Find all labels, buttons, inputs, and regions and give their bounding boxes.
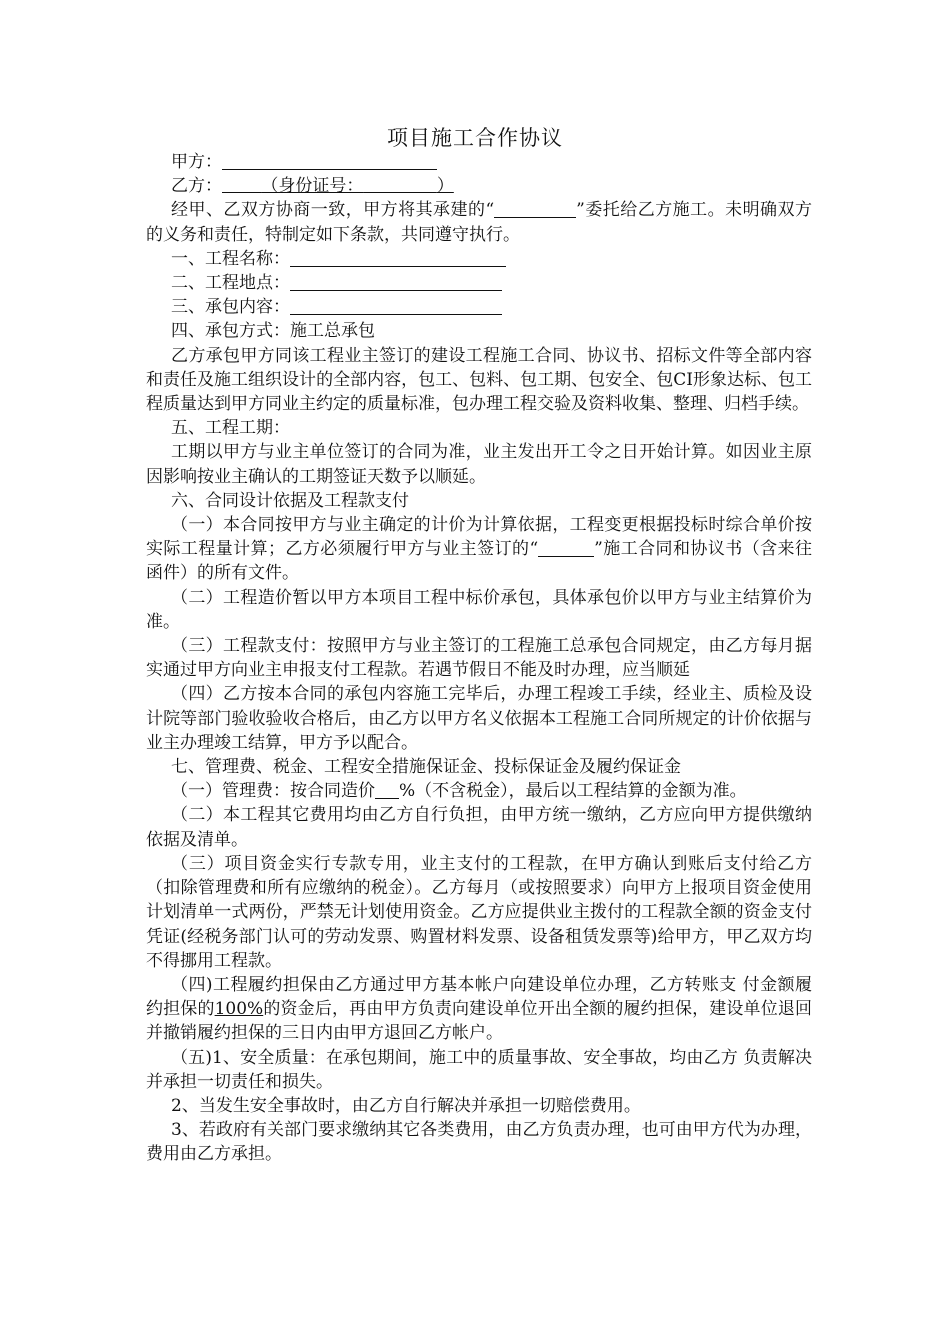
intro-text-2: ”委托给乙方施工。未明确双方的义务和责任，特制定如下条款，共同遵守执行。	[146, 200, 812, 245]
fee-percent-blank	[375, 781, 399, 799]
section7-3: （三）项目资金实行专款专用，业主支付的工程款，在甲方确认到账后支付给乙方（扣除管理费和所有应缴纳的税金）。乙方每月（或按照要求）向甲方上报项目资金使用计划清单一式两份，严禁无计划使用资金。乙方应提供业主拨付的工程款全额的资金支付凭证(经税务部门认可的劳动发票、购置材料发票、设备租赁发票等)给甲方，甲乙双方均不得挪用工程款。	[146, 853, 812, 971]
item7-line: 七、管理费、税金、工程安全措施保证金、投标保证金及履约保证金	[171, 757, 681, 778]
intro-text-1: 经甲、乙双方协商一致，甲方将其承建的“	[171, 200, 495, 221]
item4-line: 四、承包方式：施工总承包	[171, 321, 375, 342]
party-b-line	[146, 174, 812, 198]
item3-label: 三、承包内容：	[171, 297, 290, 318]
section7-1-text-a: （一）管理费：按合同造价	[171, 781, 375, 802]
item5-line: 五、工程工期：	[171, 418, 290, 439]
item6-line: 六、合同设计依据及工程款支付	[171, 490, 409, 511]
party-a-line	[146, 150, 812, 174]
section7-4-text-b: 的资金后，再由甲方负责向建设单位开出全额的履约担保，建设单位退回并撤销履约担保的三日内由甲方退回乙方帐户。	[146, 999, 813, 1044]
section7-2: （二）本工程其它费用均由乙方自行负担，由甲方统一缴纳，乙方应向甲方提供缴纳依据及清单。	[146, 805, 812, 850]
period-paragraph: 工期以甲方与业主单位签订的合同为准，业主发出开工令之日开始计算。如因业主原因影响按业主确认的工期签证天数予以顺延。	[146, 442, 812, 487]
item2-line	[146, 271, 812, 295]
item3-blank	[290, 297, 502, 315]
party-b-label: 乙方：	[171, 176, 222, 197]
party-b-id-label: （身份证号：	[261, 176, 364, 197]
document-body	[146, 150, 812, 1167]
item3-line	[146, 295, 812, 319]
section7-4-text-a: （四)工程履约担保由乙方通过甲方基本帐户向建设单位办理，乙方转账支 付金额履约担保的	[146, 974, 812, 1020]
item1-line	[146, 247, 812, 271]
item2-blank	[290, 273, 502, 291]
section7-1-text-b: %（不含税金），最后以工程结算的金额为准。	[399, 781, 747, 802]
item2-label: 二、工程地点：	[171, 273, 290, 294]
section6-1	[146, 513, 812, 586]
item1-blank	[290, 249, 506, 267]
party-a-blank	[222, 152, 437, 170]
section7-5-2: 2、当发生安全事故时，由乙方自行解决并承担一切赔偿费用。	[171, 1095, 641, 1116]
contract-name-blank	[538, 539, 594, 557]
project-name-blank	[494, 200, 576, 218]
party-b-id-underlined	[222, 176, 454, 196]
section7-4	[146, 973, 812, 1046]
party-b-id-close: ）	[436, 176, 454, 197]
document-title: 项目施工合作协议	[387, 126, 563, 150]
item1-label: 一、工程名称：	[171, 248, 290, 269]
section6-4: （四）乙方按本合同的承包内容施工完毕后，办理工程竣工手续，经业主、质检及设计院等部门验收验收合格后，由乙方以甲方名义依据本工程施工合同所规定的计价依据与业主办理竣工结算，甲方予以配合。	[146, 684, 812, 753]
party-a-label: 甲方：	[171, 152, 222, 172]
section6-3: （三）工程款支付：按照甲方与业主签订的工程施工总承包合同规定，由乙方每月据实通过甲方向业主申报支付工程款。若遇节假日不能及时办理，应当顺延	[146, 636, 812, 681]
section7-1	[146, 779, 812, 803]
section7-5-3: 3、若政府有关部门要求缴纳其它各类费用，由乙方负责办理，也可由甲方代为办理，费用由乙方承担。	[146, 1120, 812, 1165]
section6-2: （二）工程造价暂以甲方本项目工程中标价承包，具体承包价以甲方与业主结算价为准。	[146, 587, 812, 632]
intro-paragraph	[146, 198, 812, 246]
contract-paragraph: 乙方承包甲方同该工程业主签订的建设工程施工合同、协议书、招标文件等全部内容和责任及施工组织设计的全部内容，包工、包料、包工期、包安全、包CI形象达标、包工程质量达到甲方同业主约定的质量标准，包办理工程交验及资料收集、整理、归档手续。	[146, 345, 812, 415]
section6-1-text-a: （一）本合同按甲方与业主确定的计价为计算依据，工程变更根据投标时综合单价按实际工程量计算；乙方必须履行甲方与业主签订的“	[146, 515, 812, 560]
section7-5: （五)1、安全质量：在承包期间，施工中的质量事故、安全事故，均由乙方 负责解决并承担一切责任和损失。	[146, 1047, 812, 1092]
guarantee-percent: 100%	[214, 999, 264, 1020]
section6-1-text-b: ”施工合同和协议书（含来往函件）的所有文件。	[146, 539, 812, 584]
